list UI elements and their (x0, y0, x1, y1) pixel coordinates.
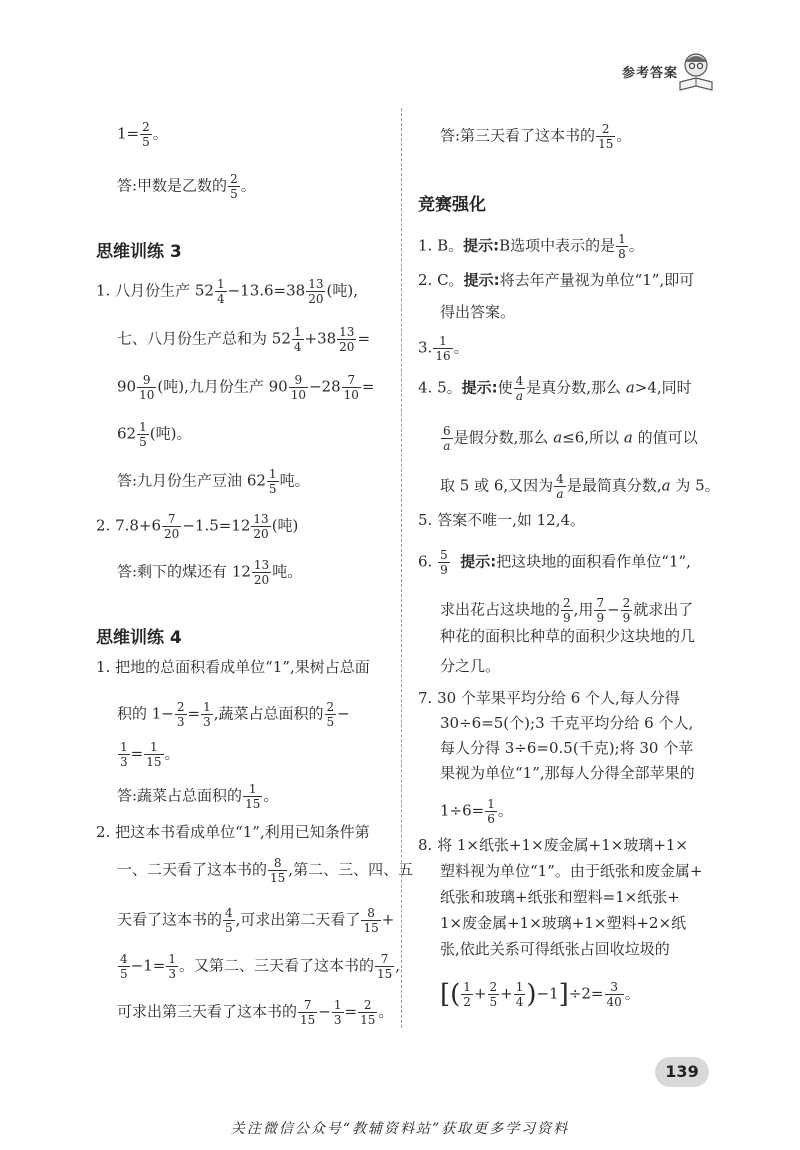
numerator: 13 (253, 558, 270, 572)
denominator: 9 (563, 611, 571, 625)
numerator: 9 (289, 373, 308, 388)
fraction (514, 374, 526, 403)
fraction (252, 558, 271, 587)
fraction (223, 906, 235, 935)
text-line: 得出答案。 (440, 303, 516, 321)
text-line (440, 797, 513, 826)
numerator: 4 (556, 472, 564, 486)
text: − (607, 600, 620, 619)
section-title-thinking-3: 思维训练 3 (96, 242, 182, 262)
denominator: a (443, 439, 451, 453)
text: 把这块地的面积看作单位“1”, (496, 552, 691, 571)
text: − (337, 704, 350, 723)
text: + (381, 910, 395, 929)
numerator: 1 (463, 980, 471, 994)
fraction (137, 420, 149, 449)
bracket: ] (558, 979, 569, 1010)
denominator: 4 (293, 340, 302, 354)
denominator: 6 (487, 812, 495, 826)
variable: a (623, 428, 633, 447)
text: 。 (240, 176, 256, 195)
numerator: 2 (563, 596, 571, 610)
answer-line (117, 467, 310, 496)
denominator: 3 (333, 1013, 342, 1027)
numerator: 5 (440, 548, 448, 562)
denominator: 5 (230, 187, 238, 201)
fraction (485, 797, 497, 826)
numerator: 13 (308, 277, 324, 291)
text: 。 (628, 236, 644, 255)
numerator: 1 (216, 277, 225, 291)
text-line (117, 998, 393, 1027)
denominator: 8 (618, 247, 626, 261)
text: (吨),九月份生产 90 (157, 377, 288, 396)
numerator: 1 (168, 952, 176, 966)
numerator: 7 (375, 952, 394, 967)
text: 2. C。 (418, 271, 464, 289)
fraction (514, 980, 526, 1009)
text: 1. 八月份生产 52 (96, 281, 214, 300)
text: ,蔬菜占总面积的 (213, 704, 324, 723)
text: 。 (378, 1002, 394, 1021)
text: (吨) (271, 516, 299, 535)
text: 1÷6= (440, 801, 485, 820)
bracket: [( (440, 979, 461, 1010)
fraction (342, 373, 361, 402)
text-line (418, 548, 691, 577)
text-line (117, 906, 394, 935)
fraction (306, 277, 325, 306)
text: ≤6,所以 (562, 428, 620, 447)
text: (吨)。 (149, 424, 192, 443)
text: >4,同时 (634, 378, 692, 397)
fraction (605, 980, 624, 1009)
text: 积的 1− (117, 704, 174, 723)
denominator: 20 (253, 527, 269, 541)
text-line: 塑料视为单位“1”。由于纸张和废金属+ (440, 862, 703, 880)
text: = (361, 377, 375, 396)
text: 。 (453, 338, 469, 357)
numerator: 13 (339, 325, 355, 339)
fraction (298, 998, 317, 1027)
reading-kid-icon (676, 50, 716, 92)
fraction (594, 596, 606, 625)
text: = (130, 744, 144, 763)
numerator: 7 (596, 596, 605, 610)
text-line (418, 270, 694, 290)
numerator: 1 (515, 980, 524, 994)
denominator: 10 (343, 388, 359, 402)
answer-line (117, 782, 278, 811)
hint-label: 提示: (460, 552, 497, 571)
text-line (440, 424, 698, 453)
fraction (361, 906, 380, 935)
denominator: 4 (216, 292, 225, 306)
fraction (215, 277, 227, 306)
text-line: 每人分得 3÷6=0.5(千克);将 30 个苹 (440, 739, 694, 757)
denominator: a (515, 389, 524, 403)
text-line (117, 952, 400, 981)
text: 2. 7.8+6 (96, 516, 162, 535)
denominator: 5 (225, 921, 233, 935)
text-line (117, 700, 350, 729)
denominator: 5 (326, 715, 335, 729)
text: −1 (536, 984, 559, 1003)
text-line: 30÷6=5(个);3 千克平均分给 6 个人, (440, 714, 694, 732)
denominator: 20 (339, 340, 355, 354)
numerator: 7 (342, 373, 361, 388)
denominator: 9 (440, 563, 448, 577)
text: +38 (304, 329, 337, 348)
numerator: 1 (243, 782, 262, 797)
numerator: 2 (176, 700, 185, 714)
text: 答:九月份生产豆油 62 (117, 471, 266, 490)
answer-line (117, 172, 256, 201)
denominator: 15 (360, 1013, 376, 1027)
denominator: 2 (463, 995, 471, 1009)
text: 的值可以 (637, 428, 698, 447)
text-line: 7. 30 个苹果平均分给 6 个人,每人分得 (418, 689, 680, 707)
fraction (175, 700, 187, 729)
denominator: 5 (142, 135, 150, 149)
section-title-contest: 竞赛强化 (418, 195, 486, 215)
fraction (251, 512, 270, 541)
answer-line (117, 558, 302, 587)
denominator: 5 (489, 995, 498, 1009)
text-line (440, 596, 693, 625)
text: 是假分数,那么 (453, 428, 549, 447)
text: ,可求出第二天看了 (235, 910, 361, 929)
hint-label: 提示: (463, 271, 500, 289)
text-line (117, 373, 375, 402)
hint-label: 提示: (463, 236, 500, 255)
denominator: 5 (268, 482, 277, 496)
numerator: 1 (433, 334, 452, 349)
numerator: 2 (142, 120, 150, 134)
text-line (117, 420, 191, 449)
text: 。 (616, 126, 632, 145)
fraction (118, 740, 130, 769)
hint-label: 提示: (461, 378, 498, 397)
variable: a (661, 476, 671, 495)
variable: a (553, 428, 563, 447)
fraction (596, 122, 615, 151)
text-line (418, 334, 469, 363)
numerator: 1 (487, 797, 495, 811)
fraction (243, 782, 262, 811)
text: 。 (263, 786, 279, 805)
fraction (554, 472, 566, 501)
text: ÷2= (568, 984, 604, 1003)
fraction (375, 952, 394, 981)
numerator: 9 (137, 373, 156, 388)
text-line (440, 472, 720, 501)
text: 就求出了 (633, 600, 694, 619)
text-line (418, 374, 692, 403)
text-line: 纸张和玻璃+纸张和塑料=1×纸张+ (440, 888, 680, 906)
fraction (201, 700, 213, 729)
numerator: 1 (293, 325, 302, 339)
text-line (418, 232, 644, 261)
text: −28 (308, 377, 341, 396)
fraction (268, 856, 287, 885)
text: 62 (117, 424, 137, 443)
text: 取 5 或 6,又因为 (440, 476, 554, 495)
formula-line (440, 980, 640, 1009)
section-title-thinking-4: 思维训练 4 (96, 628, 182, 648)
numerator: 4 (225, 906, 233, 920)
text: = (187, 704, 201, 723)
text: 。 (152, 124, 168, 143)
fraction (332, 998, 344, 1027)
text: 吨。 (272, 562, 303, 581)
denominator: a (556, 487, 564, 501)
numerator: 8 (268, 856, 287, 871)
text: 。 (164, 744, 180, 763)
text: 使 (497, 378, 513, 397)
denominator: 3 (168, 967, 176, 981)
numerator: 2 (358, 998, 377, 1013)
text: −1.5=12 (182, 516, 251, 535)
numerator: 7 (298, 998, 317, 1013)
text: −1= (130, 956, 166, 975)
denominator: 20 (308, 292, 324, 306)
fraction (433, 334, 452, 363)
denominator: 15 (245, 797, 261, 811)
denominator: 15 (376, 967, 393, 981)
denominator: 3 (120, 755, 128, 769)
denominator: 4 (515, 995, 524, 1009)
footer-note: 关注微信公众号“教辅资料站”获取更多学习资料 (230, 1121, 570, 1137)
denominator: 3 (203, 715, 211, 729)
header-label: 参考答案 (622, 66, 679, 81)
text-line: 8. 将 1×纸张+1×废金属+1×玻璃+1× (418, 836, 689, 854)
text: 是最简真分数, (566, 476, 662, 495)
text-line (117, 856, 413, 885)
denominator: 16 (435, 349, 451, 363)
text: 可求出第三天看了这本书的 (117, 1002, 298, 1021)
fraction (267, 467, 279, 496)
text: 。 (624, 984, 640, 1003)
denominator: 9 (596, 611, 605, 625)
numerator: 1 (333, 998, 342, 1012)
numerator: 4 (515, 374, 524, 388)
text-line (117, 120, 168, 149)
text: 1= (117, 124, 140, 143)
denominator: 15 (363, 921, 379, 935)
text: , (395, 956, 401, 975)
fraction (488, 980, 500, 1009)
fraction (616, 232, 628, 261)
text-line: 1×废金属+1×玻璃+1×塑料+2×纸 (440, 914, 687, 932)
denominator: 3 (176, 715, 185, 729)
numerator: 2 (596, 122, 615, 137)
fraction (441, 424, 453, 453)
fraction (289, 373, 308, 402)
denominator: 10 (139, 388, 155, 402)
fraction (561, 596, 573, 625)
text: 90 (117, 377, 137, 396)
text: 答:甲数是乙数的 (117, 176, 228, 195)
text: = (357, 329, 371, 348)
numerator: 2 (622, 596, 631, 610)
numerator: 13 (253, 512, 269, 526)
numerator: 2 (230, 172, 238, 186)
text: 吨。 (279, 471, 310, 490)
fraction (140, 120, 152, 149)
text: 七、八月份生产总和为 52 (117, 329, 291, 348)
text: 答:蔬菜占总面积的 (117, 786, 243, 805)
column-divider (401, 108, 402, 1028)
text: + (473, 984, 487, 1003)
numerator: 3 (605, 980, 624, 995)
denominator: 15 (598, 137, 614, 151)
text-line: 2. 把这本书看成单位“1”,利用已知条件第 (96, 823, 370, 841)
numerator: 4 (120, 952, 128, 966)
numerator: 1 (203, 700, 211, 714)
bracket: ) (526, 979, 537, 1010)
text: 答:剩下的煤还有 12 (117, 562, 251, 581)
text: 将去年产量视为单位“1”,即可 (499, 271, 695, 289)
text: = (344, 1002, 358, 1021)
text-line: 种花的面积比种草的面积少这块地的几 (440, 627, 696, 645)
fraction (162, 512, 181, 541)
fraction (118, 952, 130, 981)
denominator: 9 (622, 611, 631, 625)
text: + (500, 984, 513, 1003)
denominator: 5 (139, 435, 147, 449)
text: 1. B。 (418, 236, 464, 255)
answer-line (440, 122, 631, 151)
numerator: 1 (120, 740, 128, 754)
text: −13.6=38 (227, 281, 306, 300)
text-line (117, 740, 180, 769)
fraction (144, 740, 163, 769)
fraction (325, 700, 337, 729)
fraction (228, 172, 240, 201)
numerator: 2 (326, 700, 335, 714)
denominator: 5 (120, 967, 128, 981)
text: 为 5。 (675, 476, 720, 495)
fraction (621, 596, 633, 625)
text-line (117, 325, 370, 354)
text-line (96, 277, 358, 306)
text: (吨), (326, 281, 358, 300)
fraction (292, 325, 304, 354)
text: 天看了这本书的 (117, 910, 223, 929)
text: 6. (418, 552, 433, 571)
fraction (461, 980, 473, 1009)
denominator: 15 (270, 871, 286, 885)
variable: a (625, 378, 635, 397)
text-line: 张,依此关系可得纸张占回收垃圾的 (440, 940, 670, 958)
text-line: 1. 把地的总面积看成单位“1”,果树占总面 (96, 658, 370, 676)
numerator: 2 (489, 980, 498, 994)
fraction (166, 952, 178, 981)
text: 答:第三天看了这本书的 (440, 126, 596, 145)
text-line: 5. 答案不唯一,如 12,4。 (418, 511, 586, 529)
text: B选项中表示的是 (499, 236, 616, 255)
text-line: 分之几。 (440, 657, 501, 675)
text: ,第二、三、四、五 (288, 860, 414, 879)
numerator: 1 (618, 232, 626, 246)
numerator: 1 (139, 420, 147, 434)
page-number: 139 (655, 1057, 709, 1087)
text: ,用 (573, 600, 594, 619)
fraction (337, 325, 356, 354)
denominator: 20 (164, 527, 180, 541)
numerator: 8 (361, 906, 380, 921)
text-line (96, 512, 298, 541)
text: − (318, 1002, 331, 1021)
text: 4. 5。 (418, 378, 462, 397)
text: 3. (418, 338, 433, 357)
denominator: 15 (300, 1013, 316, 1027)
text: 求出花占这块地的 (440, 600, 561, 619)
text: 是真分数,那么 (526, 378, 622, 397)
text: 。 (497, 801, 513, 820)
text: 。又第二、三天看了这本书的 (178, 956, 374, 975)
numerator: 6 (443, 424, 451, 438)
fraction (358, 998, 377, 1027)
text-line: 果视为单位“1”,那每人分得全部苹果的 (440, 764, 695, 782)
fraction (137, 373, 156, 402)
denominator: 10 (290, 388, 306, 402)
denominator: 40 (606, 995, 622, 1009)
denominator: 15 (146, 755, 162, 769)
fraction (438, 548, 450, 577)
denominator: 20 (253, 573, 270, 587)
numerator: 1 (268, 467, 277, 481)
text: 一、二天看了这本书的 (117, 860, 268, 879)
numerator: 7 (162, 512, 181, 527)
numerator: 1 (144, 740, 163, 755)
